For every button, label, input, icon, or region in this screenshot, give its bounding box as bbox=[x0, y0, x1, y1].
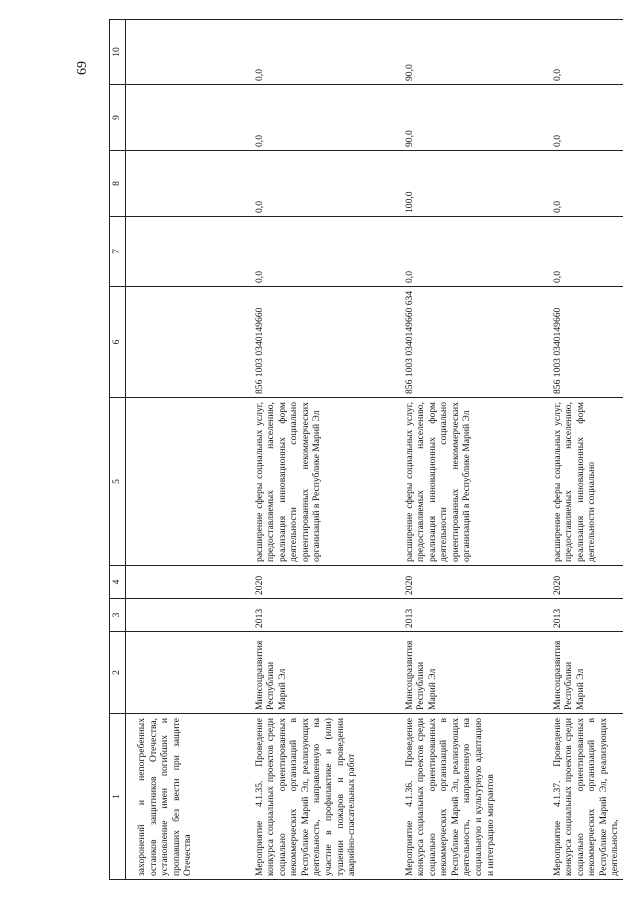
program-activities-table bbox=[109, 19, 623, 880]
end-year-cell bbox=[126, 566, 244, 599]
value-cell: 0,0 bbox=[542, 20, 624, 85]
end-year-cell: 2020 bbox=[542, 566, 624, 599]
table-row bbox=[394, 20, 542, 880]
value-cell: 0,0 bbox=[542, 217, 624, 287]
header-cell: 6 bbox=[110, 287, 126, 398]
result-cell: расширение сферы социальных услуг, предоставляемых населению, реализация инновационных форм деятельности социально ориентированных некоммерческих организаций в Республике Марий Эл bbox=[244, 398, 394, 566]
header-cell: 5 bbox=[110, 398, 126, 566]
activity-cell: Мероприятие 4.1.37. Проведение конкурса социальных проектов среди социально ориентированных некоммерческих организаций в Республике Марий Эл, реализующих деятельность, bbox=[542, 714, 624, 880]
value-cell: 0,0 bbox=[542, 85, 624, 151]
value-cell: 100,0 bbox=[394, 151, 542, 217]
value-cell bbox=[126, 217, 244, 287]
end-year-cell: 2020 bbox=[394, 566, 542, 599]
value-cell: 0,0 bbox=[542, 151, 624, 217]
rotated-table-wrapper bbox=[109, 20, 629, 880]
value-cell: 0,0 bbox=[394, 217, 542, 287]
header-cell: 9 bbox=[110, 85, 126, 151]
page-number: 69 bbox=[75, 61, 90, 75]
header-cell: 2 bbox=[110, 632, 126, 714]
executor-cell: Минсоцразвития Республики Марий Эл bbox=[542, 632, 624, 714]
value-cell: 90,0 bbox=[394, 85, 542, 151]
result-cell bbox=[126, 398, 244, 566]
table-row bbox=[542, 20, 624, 880]
budget-code-cell: 856 1003 0340149660 bbox=[542, 287, 624, 398]
header-row bbox=[110, 20, 126, 880]
budget-code-cell bbox=[126, 287, 244, 398]
result-cell: расширение сферы социальных услуг, предоставляемых населению, реализация инновационных форм деятельности социально bbox=[542, 398, 624, 566]
document-page bbox=[109, 20, 629, 880]
end-year-cell: 2020 bbox=[244, 566, 394, 599]
value-cell: 0,0 bbox=[244, 85, 394, 151]
result-cell: расширение сферы социальных услуг, предоставляемых населению, реализация инновационных форм деятельности социально ориентированных некоммерческих организаций в Республике Марий Эл bbox=[394, 398, 542, 566]
activity-cell: Мероприятие 4.1.36. Проведение конкурса социальных проектов среди социально ориентированных некоммерческих организаций в Республике Марий Эл, реализующих деятельность, направленную на социальную и культурную адаптацию и интеграцию мигрантов bbox=[394, 714, 542, 880]
value-cell: 0,0 bbox=[244, 217, 394, 287]
budget-code-cell: 856 1003 0340149660 bbox=[244, 287, 394, 398]
executor-cell: Минсоцразвития Республики Марий Эл bbox=[394, 632, 542, 714]
start-year-cell: 2013 bbox=[244, 599, 394, 632]
header-cell: 10 bbox=[110, 20, 126, 85]
budget-code-cell: 856 1003 0340149660 634 bbox=[394, 287, 542, 398]
activity-cell: захоронений и непогребенных останков защитников Отечества, установление имен погибших и пропавших без вести при защите Отечества bbox=[126, 714, 244, 880]
header-cell: 3 bbox=[110, 599, 126, 632]
executor-cell: Минсоцразвития Республики Марий Эл bbox=[244, 632, 394, 714]
value-cell: 0,0 bbox=[244, 151, 394, 217]
table-row bbox=[244, 20, 394, 880]
table-row bbox=[126, 20, 244, 880]
start-year-cell bbox=[126, 599, 244, 632]
activity-cell: Мероприятие 4.1.35. Проведение конкурса социальных проектов среди социально ориентированных некоммерческих организаций в Республике Марий Эл, реализующих деятельность, направленную на участие в профилактике и (или) тушении пожаров и проведении аварийно-спасательных работ bbox=[244, 714, 394, 880]
value-cell bbox=[126, 85, 244, 151]
value-cell bbox=[126, 20, 244, 85]
start-year-cell: 2013 bbox=[542, 599, 624, 632]
value-cell: 90,0 bbox=[394, 20, 542, 85]
header-cell: 4 bbox=[110, 566, 126, 599]
header-cell: 8 bbox=[110, 151, 126, 217]
value-cell: 0,0 bbox=[244, 20, 394, 85]
start-year-cell: 2013 bbox=[394, 599, 542, 632]
value-cell bbox=[126, 151, 244, 217]
executor-cell bbox=[126, 632, 244, 714]
header-cell: 7 bbox=[110, 217, 126, 287]
header-cell: 1 bbox=[110, 714, 126, 880]
